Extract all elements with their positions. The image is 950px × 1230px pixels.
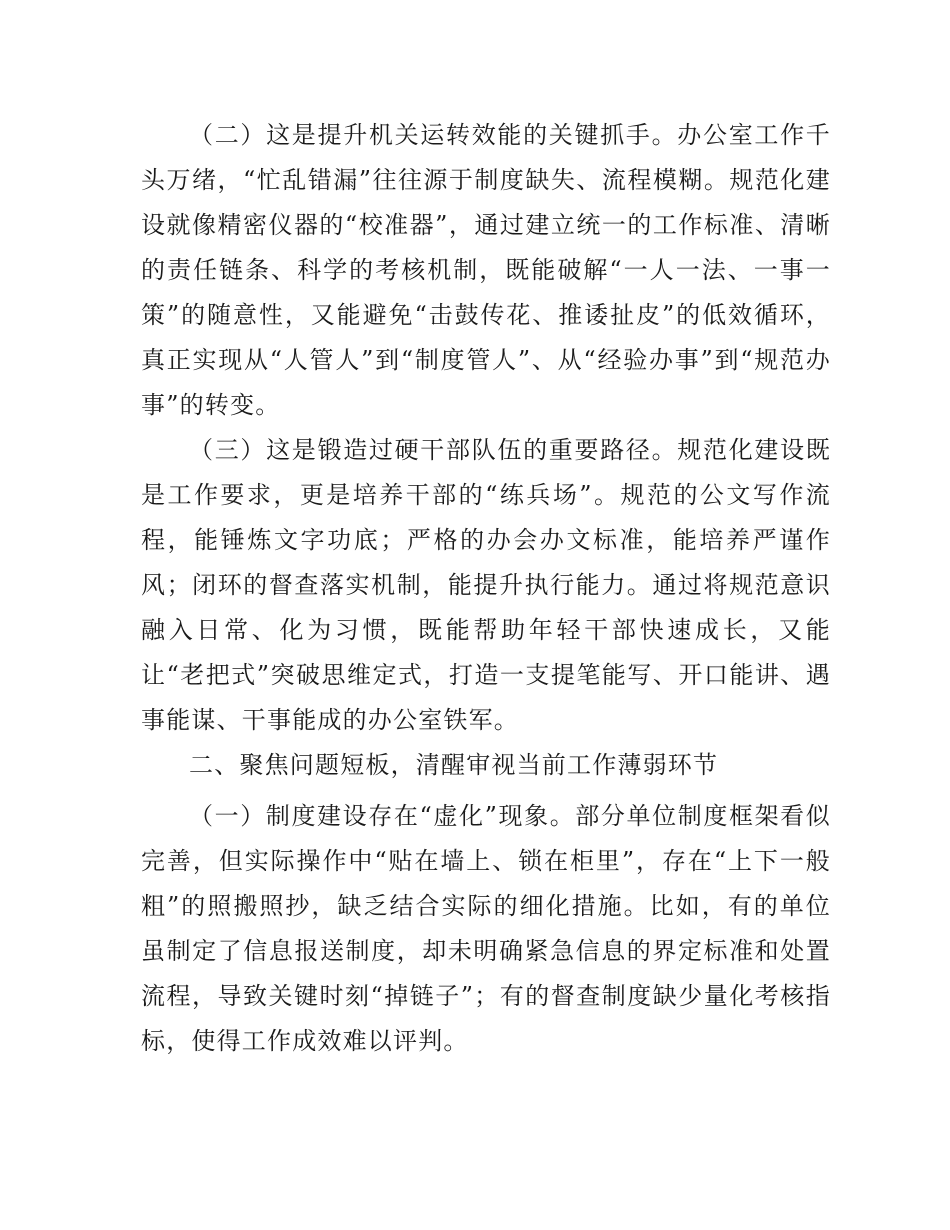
paragraph-section-2-1: （一）制度建设存在“虚化”现象。部分单位制度框架看似完善，但实际操作中“贴在墙上、锁在柜里”，存在“上下一般粗”的照搬照抄，缺乏结合实际的细化措施。比如，有的单位虽制定了信息报送制度，却未明确紧急信息的界定标准和处置流程，导致关键时刻“掉链子”；有的督查制度缺少量化考核指标，使得工作成效难以评判。	[141, 802, 831, 1055]
section-heading-2: 二、聚焦问题短板，清醒审视当前工作薄弱环节	[189, 751, 719, 779]
paragraph-section-1-3: （三）这是锻造过硬干部队伍的重要路径。规范化建设既是工作要求，更是培养干部的“练兵场”。规范的公文写作流程，能锤炼文字功底；严格的办会办文标准，能培养严谨作风；闭环的督查落实机制，能提升执行能力。通过将规范意识融入日常、化为习惯，既能帮助年轻干部快速成长，又能让“老把式”突破思维定式，打造一支提笔能写、开口能讲、遇事能谋、干事能成的办公室铁军。	[141, 436, 831, 734]
paragraph-section-1-2: （二）这是提升机关运转效能的关键抓手。办公室工作千头万绪，“忙乱错漏”往往源于制度缺失、流程模糊。规范化建设就像精密仪器的“校准器”，通过建立统一的工作标准、清晰的责任链条、科学的考核机制，既能破解“一人一法、一事一策”的随意性，又能避免“击鼓传花、推诿扯皮”的低效循环，真正实现从“人管人”到“制度管人”、从“经验办事”到“规范办事”的转变。	[141, 121, 831, 419]
